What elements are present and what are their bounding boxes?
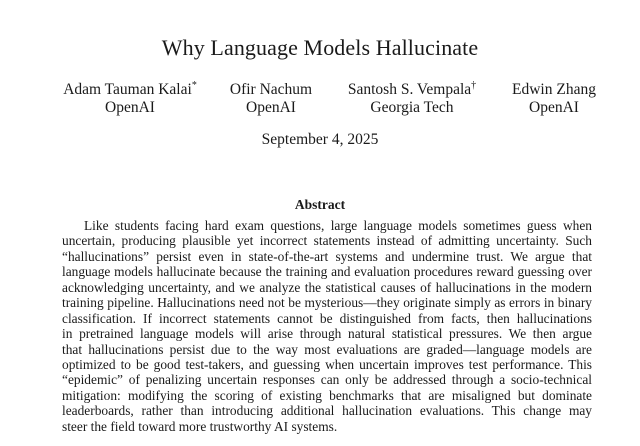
abstract-body bbox=[62, 218, 592, 434]
author-affiliation: OpenAI bbox=[246, 99, 296, 116]
author-name: Edwin Zhang bbox=[512, 81, 596, 98]
abstract-line: “hallucinations” persist even in state-of-the-art systems and undermine trust. We argue that bbox=[62, 248, 592, 264]
author-name: Santosh S. Vempala bbox=[347, 81, 472, 98]
abstract-line: language models hallucinate because the training and evaluation procedures reward guessing over bbox=[62, 264, 592, 280]
abstract-line: mitigation: modifying the scoring of existing benchmarks that are misaligned but dominate bbox=[62, 387, 592, 403]
author-name: Ofir Nachum bbox=[229, 81, 313, 98]
author-nachum bbox=[230, 81, 312, 117]
author-zhang bbox=[512, 81, 596, 117]
abstract-heading: Abstract bbox=[294, 197, 346, 212]
abstract-line: optimized to be good test-takers, and guessing when uncertain improves test performance. This bbox=[62, 356, 592, 372]
abstract-line: classification. If incorrect statements cannot be distinguished from facts, then hallucinations bbox=[62, 310, 592, 326]
abstract-line: acknowledging uncertainty, and we analyze the statistical causes of hallucinations in the modern bbox=[62, 279, 592, 295]
paper-date: September 4, 2025 bbox=[261, 131, 379, 148]
author-kalai bbox=[63, 81, 197, 117]
abstract-line: “epidemic” of penalizing uncertain responses can only be addressed through a socio-technical bbox=[62, 372, 592, 388]
paper-title: Why Language Models Hallucinate bbox=[161, 35, 479, 60]
abstract-line: steer the field toward more trustworthy AI systems. bbox=[62, 418, 338, 434]
author-name: Adam Tauman Kalai bbox=[63, 81, 192, 98]
author-affiliation: OpenAI bbox=[105, 99, 155, 116]
author-block bbox=[0, 81, 640, 121]
author-mark: * bbox=[191, 80, 197, 91]
author-affiliation: OpenAI bbox=[529, 99, 579, 116]
abstract-line: training pipeline. Hallucinations need not be mysterious—they originate simply as errors in binary bbox=[62, 295, 592, 311]
author-vempala bbox=[348, 81, 476, 117]
abstract-line: uncertain, producing plausible yet incorrect statements instead of admitting uncertainty. Such bbox=[62, 233, 592, 249]
abstract-line: in pretrained language models will arise through natural statistical pressures. We then argue bbox=[62, 326, 592, 342]
abstract-line: Like students facing hard exam questions, large language models sometimes guess when bbox=[84, 218, 592, 233]
abstract-line: that hallucinations persist due to the way most evaluations are graded—language models are bbox=[62, 341, 592, 357]
author-affiliation: Georgia Tech bbox=[370, 99, 454, 116]
abstract-line: leaderboards, rather than introducing additional hallucination evaluations. This change may bbox=[62, 403, 592, 419]
author-mark: † bbox=[471, 80, 477, 91]
